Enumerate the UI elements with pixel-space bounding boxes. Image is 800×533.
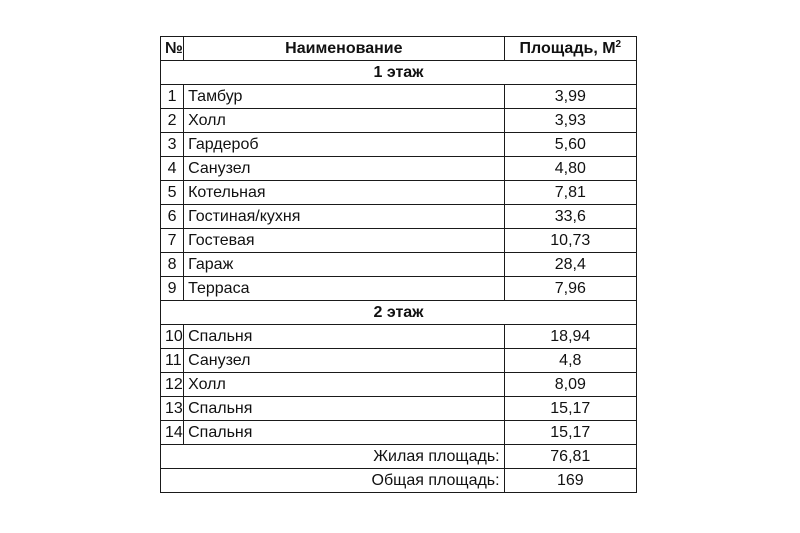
floor-section-row — [161, 301, 637, 325]
floor-title: 1 этаж — [161, 61, 637, 85]
room-area: 8,09 — [504, 373, 636, 397]
table-row — [161, 253, 637, 277]
table-row — [161, 205, 637, 229]
room-number: 12 — [161, 373, 184, 397]
room-number: 14 — [161, 421, 184, 445]
summary-row — [161, 469, 637, 493]
room-area: 3,99 — [504, 85, 636, 109]
floor-section-row — [161, 61, 637, 85]
table-row — [161, 133, 637, 157]
room-area: 10,73 — [504, 229, 636, 253]
room-number: 8 — [161, 253, 184, 277]
room-area: 3,93 — [504, 109, 636, 133]
table-row — [161, 229, 637, 253]
room-number: 10 — [161, 325, 184, 349]
summary-value: 76,81 — [504, 445, 636, 469]
summary-label: Общая площадь: — [161, 469, 505, 493]
room-number: 3 — [161, 133, 184, 157]
floor-title: 2 этаж — [161, 301, 637, 325]
room-name: Санузел — [184, 157, 504, 181]
header-name: Наименование — [184, 37, 504, 61]
room-name: Гардероб — [184, 133, 504, 157]
table-row — [161, 85, 637, 109]
room-number: 1 — [161, 85, 184, 109]
room-area: 5,60 — [504, 133, 636, 157]
room-name: Спальня — [184, 325, 504, 349]
room-name: Гараж — [184, 253, 504, 277]
room-name: Гостевая — [184, 229, 504, 253]
table-header-row — [161, 37, 637, 61]
table-row — [161, 181, 637, 205]
room-number: 5 — [161, 181, 184, 205]
room-name: Спальня — [184, 397, 504, 421]
room-area: 28,4 — [504, 253, 636, 277]
room-name: Котельная — [184, 181, 504, 205]
header-area-unit-superscript: 2 — [615, 38, 622, 50]
header-area-label: Площадь, М — [519, 39, 616, 57]
table-row — [161, 397, 637, 421]
room-name: Тамбур — [184, 85, 504, 109]
header-area — [504, 37, 636, 61]
table-row — [161, 109, 637, 133]
room-name: Холл — [184, 109, 504, 133]
room-area: 7,81 — [504, 181, 636, 205]
room-area: 15,17 — [504, 397, 636, 421]
room-number: 13 — [161, 397, 184, 421]
room-name: Гостиная/кухня — [184, 205, 504, 229]
room-area: 7,96 — [504, 277, 636, 301]
room-number: 11 — [161, 349, 184, 373]
table-body — [161, 61, 637, 493]
summary-label: Жилая площадь: — [161, 445, 505, 469]
room-name: Спальня — [184, 421, 504, 445]
room-area: 15,17 — [504, 421, 636, 445]
table-row — [161, 349, 637, 373]
summary-row — [161, 445, 637, 469]
table-row — [161, 157, 637, 181]
header-number: № — [161, 37, 184, 61]
room-name: Санузел — [184, 349, 504, 373]
room-number: 6 — [161, 205, 184, 229]
table-row — [161, 325, 637, 349]
room-area: 18,94 — [504, 325, 636, 349]
room-number: 7 — [161, 229, 184, 253]
table-row — [161, 373, 637, 397]
table-row — [161, 277, 637, 301]
room-name: Терраса — [184, 277, 504, 301]
room-area: 4,80 — [504, 157, 636, 181]
room-name: Холл — [184, 373, 504, 397]
room-area: 4,8 — [504, 349, 636, 373]
summary-value: 169 — [504, 469, 636, 493]
room-number: 9 — [161, 277, 184, 301]
room-number: 2 — [161, 109, 184, 133]
room-area: 33,6 — [504, 205, 636, 229]
room-area-table — [160, 36, 637, 493]
room-number: 4 — [161, 157, 184, 181]
table-row — [161, 421, 637, 445]
